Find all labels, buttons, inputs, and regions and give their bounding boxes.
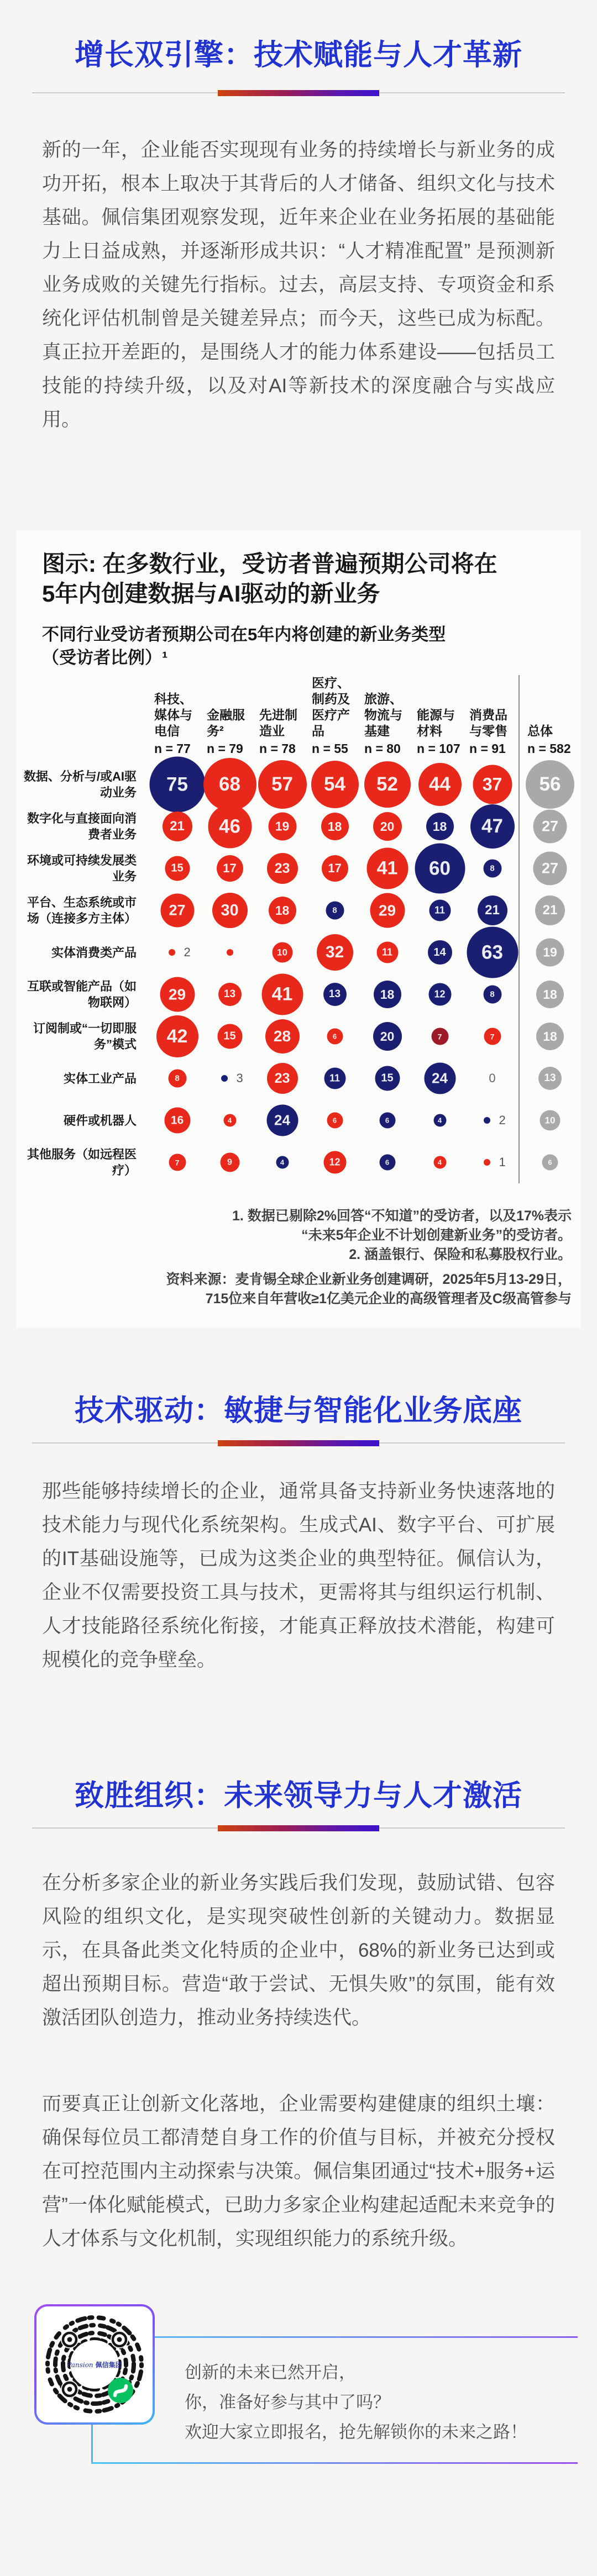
bubble: 12 bbox=[428, 983, 451, 1006]
bubble-cell bbox=[519, 1057, 580, 1099]
bubble-cell bbox=[413, 1057, 466, 1099]
bubble-cell bbox=[361, 889, 413, 931]
bubble: 10 bbox=[272, 942, 292, 963]
bubble bbox=[221, 1075, 228, 1082]
bubble: 54 bbox=[311, 761, 359, 808]
bubble: 4 bbox=[433, 1156, 446, 1169]
bubble: 24 bbox=[266, 1105, 298, 1136]
section-1-paragraph: 新的一年，企业能否实现现有业务的持续增长与新业务的成功开拓，根本上取决于其背后的人才储备、组织文化与技术基础。佩信集团观察发现，近年来企业在业务拓展的基础能力上日益成熟，并逐渐形成共识：“人才精准配置” 是预测新业务成败的关键先行指标。过去，高层支持、专项资金和系统化评估机制曾是关键差异点；而今天，这些已成为标配。真正拉开差距的，是围绕人才的能力体系建设——包括员工技能的持续升级，以及对AI等新技术的深度融合与实战应用。 bbox=[42, 139, 555, 430]
cta-line: 欢迎大家立即报名，抢先解锁你的未来之路！ bbox=[185, 2422, 527, 2442]
chart-title: 图示: 在多数行业，受访者普遍预期公司将在5年内创建数据与AI驱动的新业务 bbox=[42, 551, 498, 607]
bubble-cell: 3 bbox=[203, 1057, 256, 1099]
bubble: 23 bbox=[267, 1063, 298, 1094]
bubble: 56 bbox=[526, 760, 574, 809]
section-3-paragraph-1: 在分析多家企业的新业务实践后我们发现，鼓励试错、包容风险的组织文化，是实现突破性创新的关键动力。数据显示，在具备此类文化特质的企业中，68%的新业务已达到或超出预期目标。营造“敢于尝试、无惧失败”的氛围，能有效激活团队创造力，推动业务持续迭代。 bbox=[42, 1872, 555, 2029]
bubble-cell bbox=[203, 1015, 256, 1057]
section-divider bbox=[22, 1440, 575, 1447]
bubble: 16 bbox=[164, 1108, 190, 1134]
bubble: 46 bbox=[208, 805, 252, 849]
footnote-line: 1. 数据已剔除2%回答“不知道”的受访者，以及17%表示 bbox=[232, 1208, 572, 1224]
bubble: 21 bbox=[535, 895, 565, 925]
bubble: 6 bbox=[542, 1155, 558, 1171]
bubble: 21 bbox=[163, 812, 192, 841]
bubble bbox=[227, 949, 233, 956]
bubble: 24 bbox=[424, 1063, 455, 1094]
bubble-cell bbox=[308, 973, 361, 1015]
bubble-cell bbox=[308, 889, 361, 931]
bubble: 8 bbox=[483, 986, 501, 1004]
bubble-cell bbox=[413, 1099, 466, 1141]
bubble-cell bbox=[519, 763, 580, 805]
bubble-cell bbox=[361, 1099, 413, 1141]
bubble-cell bbox=[519, 847, 580, 889]
section-2-paragraph: 那些能够持续增长的企业，通常具备支持新业务快速落地的技术能力与现代化系统架构。生成式AI、数字平台、可扩展的IT基础设施等，已成为这类企业的典型特征。佩信认为，企业不仅需要投资工具与技术，更需将其与组织运行机制、人才技能路径系统化衔接，才能真正释放技术潜能，构建可规模化的竞争壁垒。 bbox=[42, 1481, 555, 1671]
section-divider bbox=[22, 1825, 575, 1832]
bubble-cell: 0 bbox=[489, 1071, 496, 1085]
bubble: 6 bbox=[327, 1113, 343, 1129]
column-header: 能源与材料 n = 107 bbox=[417, 708, 460, 756]
bubble: 13 bbox=[218, 983, 242, 1006]
bubble-cell bbox=[413, 889, 466, 931]
bubble-cell bbox=[256, 1057, 308, 1099]
chart-source bbox=[21, 1270, 572, 1309]
column-header: 总体 n = 582 bbox=[519, 675, 580, 763]
bubble: 6 bbox=[379, 1113, 395, 1129]
row-label: 实体工业产品 bbox=[63, 1071, 137, 1086]
bubble: 18 bbox=[536, 981, 564, 1008]
section-3-title: 致胜组织：未来领导力与人才激活 bbox=[75, 1779, 522, 1812]
row-label: 其他服务（如远程医疗） bbox=[27, 1147, 137, 1177]
bubble: 18 bbox=[536, 1023, 564, 1050]
bubble-cell bbox=[256, 931, 308, 973]
divider-gradient-bar bbox=[218, 90, 379, 96]
bubble-cell bbox=[203, 1099, 256, 1141]
bubble-cell bbox=[466, 889, 519, 931]
bubble-cell bbox=[519, 889, 580, 931]
column-header: 旅游、物流与基建 n = 80 bbox=[364, 692, 402, 756]
bubble: 11 bbox=[429, 900, 451, 921]
chart-subtitle: 不同行业受访者预期公司在5年内将创建的新业务类型（受访者比例）¹ bbox=[42, 625, 446, 667]
bubble-cell bbox=[519, 973, 580, 1015]
bubble-cell bbox=[308, 931, 361, 973]
bubble: 29 bbox=[370, 893, 405, 928]
bubble-cell bbox=[466, 973, 519, 1015]
qr-logo-text: Pansion 佩信集团 bbox=[67, 2361, 122, 2369]
bubble-cell bbox=[151, 763, 203, 805]
bubble-cell bbox=[361, 1057, 413, 1099]
bubble: 52 bbox=[364, 761, 411, 808]
qr-code-frame bbox=[36, 2306, 153, 2422]
bubble-cell bbox=[466, 847, 519, 889]
bubble: 41 bbox=[366, 848, 408, 889]
bubble-cell bbox=[361, 763, 413, 805]
bubble: 18 bbox=[321, 813, 349, 840]
bubble: 13 bbox=[323, 983, 347, 1006]
bubble: 17 bbox=[322, 855, 348, 882]
bubble-cell bbox=[413, 1015, 466, 1057]
bubble-cell: 1 bbox=[466, 1141, 519, 1183]
bubble-cell bbox=[203, 847, 256, 889]
bubble-cell bbox=[203, 763, 256, 805]
bubble: 44 bbox=[418, 763, 462, 806]
bubble: 23 bbox=[267, 853, 298, 884]
bubble-cell bbox=[151, 847, 203, 889]
bubble-cell bbox=[203, 805, 256, 847]
bubble-cell bbox=[519, 805, 580, 847]
bubble-cell bbox=[413, 805, 466, 847]
bubble-cell bbox=[151, 1057, 203, 1099]
connector-line-top bbox=[155, 2336, 578, 2338]
bubble: 13 bbox=[538, 1067, 562, 1090]
bubble-cell: 2 bbox=[151, 931, 203, 973]
bubble: 57 bbox=[258, 760, 307, 809]
bubble: 4 bbox=[433, 1114, 446, 1127]
bubble: 28 bbox=[265, 1019, 300, 1053]
bubble-cell bbox=[519, 1099, 580, 1141]
bubble-cell bbox=[256, 973, 308, 1015]
bubble-cell bbox=[413, 973, 466, 1015]
bubble: 32 bbox=[317, 934, 353, 971]
column-header: 先进制造业 n = 78 bbox=[259, 708, 297, 756]
bubble: 30 bbox=[212, 893, 248, 928]
bubble: 18 bbox=[269, 897, 296, 924]
bubble: 18 bbox=[374, 981, 401, 1008]
bubble-cell bbox=[256, 1099, 308, 1141]
row-label: 环境或可持续发展类业务 bbox=[27, 854, 137, 883]
column-header: 科技、媒体与电信 n = 77 bbox=[154, 692, 192, 756]
bubble-cell bbox=[308, 847, 361, 889]
bubble: 47 bbox=[470, 804, 515, 849]
source-line: 715位来自年营收≥1亿美元企业的高级管理者及C级高管参与 bbox=[205, 1291, 572, 1307]
bubble: 21 bbox=[478, 895, 507, 925]
source-line: 资料来源：麦肯锡全球企业新业务创建调研，2025年5月13-29日， bbox=[166, 1272, 572, 1287]
row-label: 实体消费类产品 bbox=[51, 945, 137, 960]
column-header: 医疗、制药及医疗产品 n = 55 bbox=[312, 676, 350, 756]
chart-corner bbox=[21, 675, 151, 763]
bubble-cell bbox=[413, 847, 466, 889]
bubble: 42 bbox=[156, 1015, 198, 1057]
bubble: 63 bbox=[467, 927, 518, 978]
bubble-cell: 2 bbox=[466, 1099, 519, 1141]
bubble-cell bbox=[203, 931, 256, 973]
bubble bbox=[484, 1159, 490, 1166]
bubble-cell bbox=[466, 1015, 519, 1057]
bubble: 7 bbox=[484, 1028, 501, 1045]
bubble: 12 bbox=[323, 1151, 346, 1174]
footnote-line: “未来5年企业不计划创建新业务”的受访者。 bbox=[301, 1228, 572, 1243]
bubble-cell bbox=[151, 1141, 203, 1183]
bubble: 19 bbox=[536, 939, 564, 967]
bubble bbox=[169, 949, 175, 956]
bubble: 60 bbox=[415, 844, 465, 894]
qr-code bbox=[43, 2313, 146, 2416]
bubble: 14 bbox=[428, 940, 452, 965]
bubble-cell bbox=[308, 1141, 361, 1183]
bubble: 19 bbox=[268, 813, 296, 841]
bubble-cell bbox=[413, 763, 466, 805]
bubble: 68 bbox=[203, 758, 256, 811]
bubble-cell bbox=[466, 931, 519, 973]
bubble: 9 bbox=[220, 1153, 239, 1172]
cta-section bbox=[34, 2303, 597, 2468]
bubble-cell bbox=[413, 1141, 466, 1183]
row-label: 互联或智能产品（如物联网） bbox=[27, 979, 137, 1009]
bubble-cell bbox=[308, 1057, 361, 1099]
bubble-cell bbox=[361, 805, 413, 847]
footnote-line: 2. 涵盖银行、保险和私募股权行业。 bbox=[349, 1247, 572, 1262]
bubble: 20 bbox=[373, 1022, 402, 1051]
bubble-cell bbox=[519, 1141, 580, 1183]
cta-line: 创新的未来已然开启， bbox=[185, 2363, 356, 2382]
connector-line-bottom bbox=[91, 2462, 578, 2464]
section-2-title: 技术驱动：敏捷与智能化业务底座 bbox=[75, 1394, 522, 1427]
bubble-matrix-chart bbox=[21, 675, 576, 1183]
column-header: 金融服务² n = 79 bbox=[207, 708, 245, 756]
bubble: 11 bbox=[324, 1068, 345, 1089]
bubble: 20 bbox=[373, 812, 402, 841]
divider-gradient-bar bbox=[218, 1825, 379, 1831]
bubble-cell bbox=[519, 1015, 580, 1057]
bubble: 27 bbox=[533, 810, 567, 844]
bubble-cell bbox=[203, 889, 256, 931]
bubble-cell bbox=[308, 763, 361, 805]
bubble-cell bbox=[256, 889, 308, 931]
bubble-cell bbox=[361, 973, 413, 1015]
bubble: 18 bbox=[426, 813, 454, 840]
bubble: 6 bbox=[379, 1155, 395, 1171]
bubble bbox=[484, 1117, 490, 1124]
column-header: 消费品与零售 n = 91 bbox=[469, 708, 507, 756]
bubble-cell bbox=[151, 805, 203, 847]
bubble: 10 bbox=[540, 1110, 561, 1131]
bubble-cell bbox=[466, 805, 519, 847]
bubble-cell bbox=[256, 805, 308, 847]
section-3-paragraph-2: 而要真正让创新文化落地，企业需要构建健康的组织土壤：确保每位员工都清楚自身工作的价值与目标，并被充分授权在可控范围内主动探索与决策。佩信集团通过“技术+服务+运营”一体化赋能模式，已助力多家企业构建起适配未来竞争的人才体系与文化机制，实现组织能力的系统升级。 bbox=[42, 2093, 555, 2250]
bubble: 37 bbox=[473, 765, 512, 804]
bubble-cell bbox=[466, 763, 519, 805]
chart-panel bbox=[17, 530, 580, 1327]
bubble-cell bbox=[361, 931, 413, 973]
qr-code-box bbox=[34, 2304, 155, 2425]
bubble: 7 bbox=[431, 1028, 448, 1045]
bubble-cell bbox=[203, 1141, 256, 1183]
bubble: 8 bbox=[483, 860, 501, 878]
bubble-cell bbox=[256, 1015, 308, 1057]
bubble-cell bbox=[361, 1015, 413, 1057]
bubble-cell bbox=[151, 973, 203, 1015]
connector-line-vertical bbox=[91, 2425, 93, 2463]
bubble-cell bbox=[256, 763, 308, 805]
bubble-cell bbox=[361, 1141, 413, 1183]
bubble: 15 bbox=[375, 1066, 400, 1091]
section-1-title: 增长双引擎：技术赋能与人才革新 bbox=[75, 39, 522, 71]
bubble: 75 bbox=[149, 757, 205, 813]
bubble-cell bbox=[308, 805, 361, 847]
row-label: 数字化与直接面向消费者业务 bbox=[27, 812, 137, 841]
bubble-cell bbox=[519, 931, 580, 973]
wechat-miniprogram-icon bbox=[108, 2378, 133, 2403]
bubble-cell bbox=[308, 1099, 361, 1141]
section-divider bbox=[22, 89, 575, 97]
cta-text bbox=[185, 2358, 527, 2447]
bubble-cell bbox=[361, 847, 413, 889]
bubble-cell bbox=[151, 1099, 203, 1141]
bubble: 17 bbox=[217, 855, 243, 882]
bubble: 15 bbox=[165, 856, 190, 881]
bubble-cell bbox=[151, 1015, 203, 1057]
bubble: 15 bbox=[217, 1024, 242, 1049]
bubble: 29 bbox=[160, 977, 195, 1012]
bubble: 6 bbox=[327, 1029, 343, 1045]
bubble: 4 bbox=[223, 1114, 236, 1127]
chart-footnotes bbox=[21, 1207, 572, 1265]
bubble: 27 bbox=[533, 852, 567, 886]
bubble: 7 bbox=[169, 1154, 186, 1171]
bubble-cell bbox=[413, 931, 466, 973]
row-label: 硬件或机器人 bbox=[63, 1113, 137, 1128]
divider-gradient-bar bbox=[218, 1440, 379, 1446]
bubble: 11 bbox=[376, 942, 398, 963]
bubble: 27 bbox=[160, 894, 194, 928]
cta-line: 你，准备好参与其中了吗？ bbox=[185, 2393, 390, 2412]
row-label: 数据、分析与/或AI驱动业务 bbox=[23, 770, 137, 799]
row-label: 平台、生态系统或市场（连接多方主体） bbox=[27, 895, 137, 925]
bubble-cell bbox=[203, 973, 256, 1015]
bubble: 8 bbox=[168, 1070, 186, 1088]
bottom-spacer bbox=[0, 2468, 597, 2576]
bubble: 8 bbox=[326, 902, 344, 920]
bubble-cell bbox=[308, 1015, 361, 1057]
bubble: 41 bbox=[261, 974, 303, 1015]
row-label: 订阅制或“一切即服务”模式 bbox=[33, 1021, 137, 1051]
bubble-cell bbox=[256, 847, 308, 889]
bubble-cell bbox=[151, 889, 203, 931]
bubble-cell bbox=[256, 1141, 308, 1183]
bubble: 4 bbox=[276, 1156, 289, 1169]
